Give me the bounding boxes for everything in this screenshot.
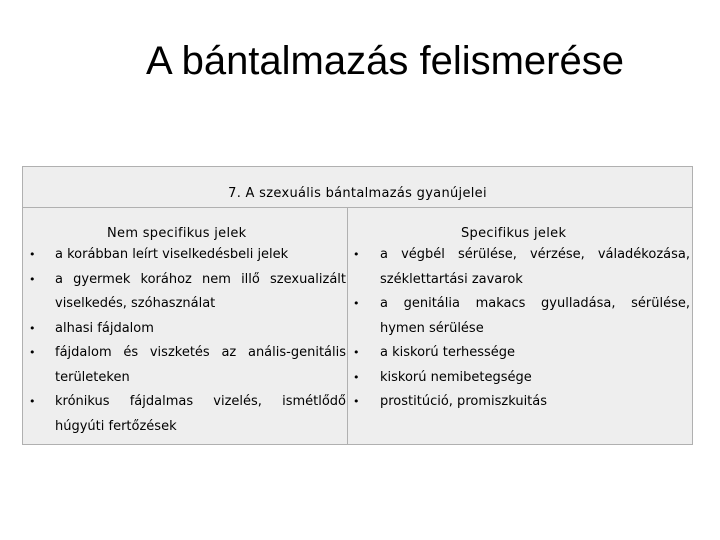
list-item bbox=[348, 366, 694, 391]
list-item bbox=[23, 341, 347, 390]
non-specific-signs-list bbox=[23, 243, 347, 439]
left-column-header: Nem specifikus jelek bbox=[107, 226, 247, 241]
bullet-icon: • bbox=[353, 370, 360, 384]
list-item bbox=[23, 317, 347, 342]
bullet-icon: • bbox=[353, 297, 360, 310]
list-item bbox=[23, 390, 347, 439]
table-caption: 7. A szexuális bántalmazás gyanújelei bbox=[23, 167, 692, 208]
signs-table bbox=[22, 166, 693, 445]
list-item-text: a kiskorú terhessége bbox=[380, 345, 515, 360]
list-item-text: fájdalom és viszketés az anális-genitális területeken bbox=[55, 345, 346, 385]
list-item-text: a gyermek korához nem illő szexualizált viselkedés, szóhasználat bbox=[55, 271, 346, 311]
list-item bbox=[23, 243, 347, 268]
bullet-icon: • bbox=[29, 248, 36, 261]
bullet-icon: • bbox=[353, 346, 360, 359]
bullet-icon: • bbox=[29, 346, 36, 359]
list-item bbox=[23, 268, 347, 317]
list-item bbox=[348, 341, 694, 366]
list-item-text: krónikus fájdalmas vizelés, ismétlődő húgyúti fertőzések bbox=[55, 394, 346, 434]
bullet-icon: • bbox=[29, 272, 36, 286]
list-item-text: alhasi fájdalom bbox=[55, 320, 154, 336]
right-column-header: Specifikus jelek bbox=[461, 226, 567, 241]
bullet-icon: • bbox=[29, 395, 36, 408]
list-item-text: a genitália makacs gyulladása, sérülése, hymen sérülése bbox=[380, 296, 690, 336]
list-item bbox=[348, 292, 694, 341]
bullet-icon: • bbox=[353, 248, 360, 261]
list-item-text: prostitúció, promiszkuitás bbox=[380, 394, 548, 409]
specific-signs-list bbox=[348, 243, 694, 415]
bullet-icon: • bbox=[353, 395, 360, 408]
list-item-text: kiskorú nemibetegsége bbox=[380, 369, 532, 385]
list-item bbox=[348, 390, 694, 415]
list-item bbox=[348, 243, 694, 292]
list-item-text: a végbél sérülése, vérzése, váladékozása, széklettartási zavarok bbox=[380, 247, 690, 287]
slide-title: A bántalmazás felismerése bbox=[145, 39, 624, 83]
bullet-icon: • bbox=[29, 321, 36, 335]
list-item-text: a korábban leírt viselkedésbeli jelek bbox=[55, 247, 289, 262]
